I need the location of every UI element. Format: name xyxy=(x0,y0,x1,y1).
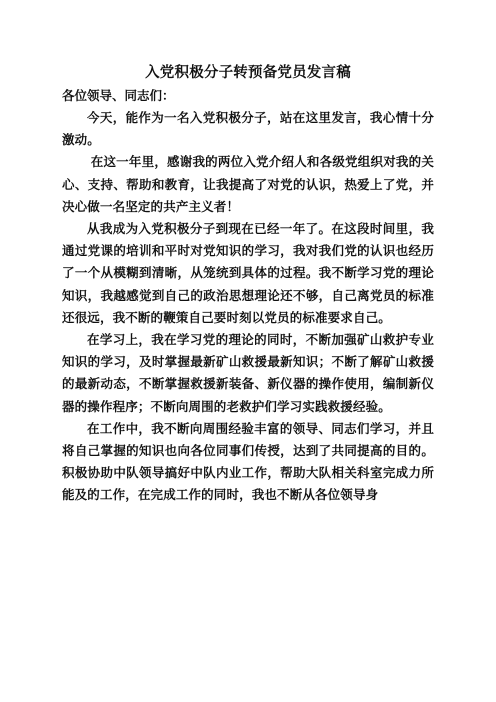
salutation: 各位领导、同志们： xyxy=(62,88,175,103)
document-title: 入党积极分子转预备党员发言稿 xyxy=(145,65,351,81)
paragraph-2: 在这一年里，感谢我的两位入党介绍人和各级党组织对我的关心、支持、帮助和教育，让我提高了对党的认识，热爱上了党，并决心做一名坚定的共产主义者！ xyxy=(62,154,434,214)
paragraph-5: 在工作中，我不断向周围经验丰富的领导、同志们学习，并且将自己掌握的知识也向各位同事们传授，达到了共同提高的目的。积极协助中队领导搞好中队内业工作，帮助大队相关科室完成力所能及的工作，在完成工作的同时，我也不断从各位领导身 xyxy=(62,420,434,503)
paragraph-3: 从我成为入党积极分子到现在已经一年了。在这段时间里，我通过党课的培训和平时对党知识的学习，我对我们党的认识也经历了一个从模糊到清晰，从笼统到具体的过程。我不断学习党的理论知识，我越感觉到自己的政治思想理论还不够，自己离党员的标准还很远，我不断的鞭策自己要时刻以党员的标准要求自己。 xyxy=(62,221,434,325)
paragraph-4: 在学习上，我在学习党的理论的同时，不断加强矿山救护专业知识的学习，及时掌握最新矿山救援最新知识；不断了解矿山救援的最新动态，不断掌握救援新装备、新仪器的操作使用，编制新仪器的操作程序；不断向周围的老救护们学习实践救援经验。 xyxy=(62,332,434,414)
paragraph-1: 今天，能作为一名入党积极分子，站在这里发言，我心情十分激动。 xyxy=(62,110,434,148)
